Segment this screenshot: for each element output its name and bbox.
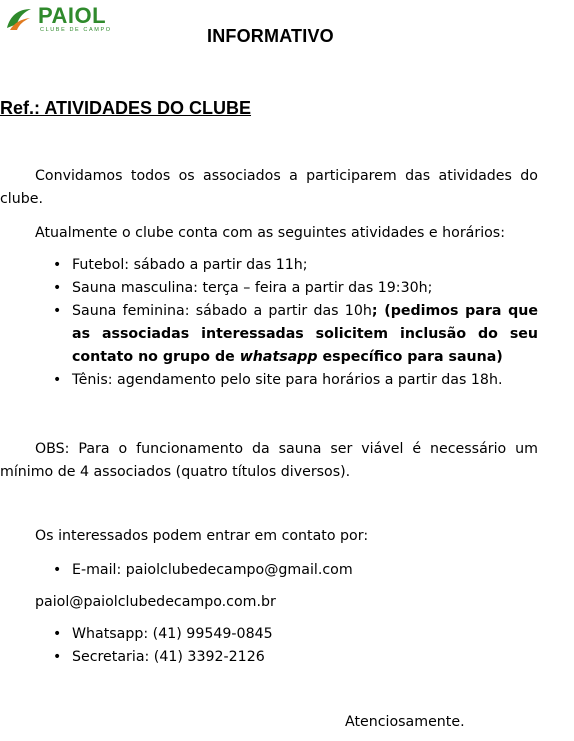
activity-sauna-masculina: Sauna masculina: terça – feira a partir das 19:30h; bbox=[72, 280, 433, 296]
bullet-icon: • bbox=[53, 280, 62, 296]
note-part-c: específico para sauna) bbox=[317, 349, 503, 365]
bullet-icon: • bbox=[53, 372, 62, 388]
bullet-icon: • bbox=[53, 257, 62, 273]
activity-futebol: Futebol: sábado a partir das 11h; bbox=[72, 257, 308, 273]
obs-paragraph: OBS: Para o funcionamento da sauna ser viável é necessário um mínimo de 4 associados (quatro títulos diversos). bbox=[0, 441, 538, 480]
bullet-icon: • bbox=[53, 649, 62, 665]
bullet-icon: • bbox=[53, 626, 62, 642]
logo-subtitle: CLUBE DE CAMPO bbox=[40, 27, 112, 33]
contact-email: E-mail: paiolclubedecampo@gmail.com bbox=[72, 562, 353, 578]
closing-text: Atenciosamente. bbox=[345, 714, 465, 730]
contact-email-alt: paiol@paiolclubedecampo.com.br bbox=[35, 594, 276, 610]
contact-intro: Os interessados podem entrar em contato por: bbox=[35, 528, 369, 544]
list-item bbox=[0, 559, 538, 582]
list-item bbox=[0, 623, 538, 646]
page-title: INFORMATIVO bbox=[207, 26, 334, 46]
contact-list-phones bbox=[0, 623, 538, 669]
contact-secretaria: Secretaria: (41) 3392-2126 bbox=[72, 649, 265, 665]
contact-list-email bbox=[0, 559, 538, 582]
invite-paragraph: Convidamos todos os associados a participarem das atividades do clube. bbox=[0, 168, 538, 207]
activity-tenis: Tênis: agendamento pelo site para horários a partir das 18h. bbox=[72, 372, 503, 388]
note-whatsapp: whatsapp bbox=[239, 349, 318, 365]
sauna-feminina-semicolon: ; bbox=[371, 303, 378, 319]
reference-heading: Ref.: ATIVIDADES DO CLUBE bbox=[0, 98, 252, 118]
list-item bbox=[0, 369, 538, 392]
club-logo bbox=[4, 4, 114, 36]
list-item bbox=[0, 300, 538, 369]
list-item bbox=[0, 254, 538, 277]
contact-whatsapp: Whatsapp: (41) 99549-0845 bbox=[72, 626, 273, 642]
list-item bbox=[0, 277, 538, 300]
list-item bbox=[0, 646, 538, 669]
note-part-a: (pedimos para que as associadas interessadas solicitem inclusão do seu contato no grupo de bbox=[72, 303, 538, 365]
activities-intro: Atualmente o clube conta com as seguintes atividades e horários: bbox=[35, 225, 505, 241]
bullet-icon: • bbox=[53, 562, 62, 578]
bullet-icon: • bbox=[53, 303, 62, 319]
activity-sauna-feminina: Sauna feminina: sábado a partir das 10h bbox=[72, 303, 372, 319]
paiol-logo-mark-icon bbox=[4, 6, 34, 32]
logo-name: PAIOL bbox=[38, 3, 107, 28]
activities-list bbox=[0, 254, 538, 392]
